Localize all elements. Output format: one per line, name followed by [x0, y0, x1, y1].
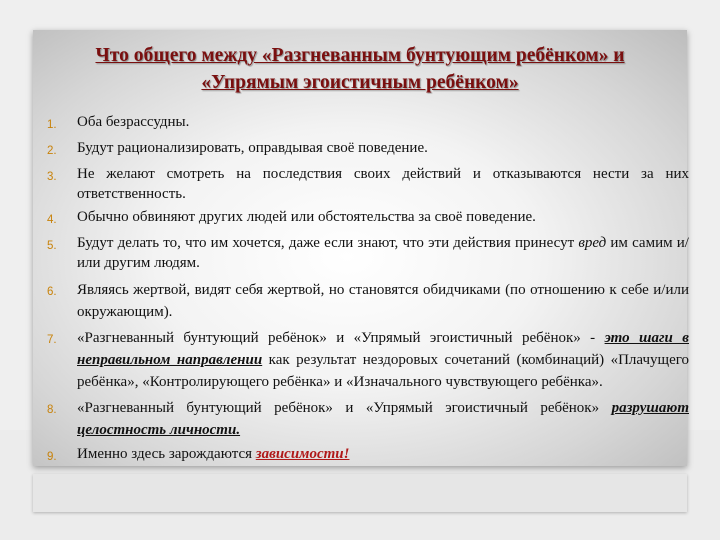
item-text	[77, 397, 689, 441]
item-number: 6.	[47, 286, 57, 298]
item-number: 9.	[47, 451, 57, 463]
title-line-2: «Упрямым эгоистичным ребёнком»	[201, 72, 519, 93]
item-text: Обычно обвиняют других людей или обстоятельства за своё поведение.	[77, 209, 536, 225]
list-item	[47, 444, 689, 467]
list-item	[47, 279, 689, 323]
item-text-part: им самим и/или другим людям.	[77, 235, 689, 271]
item-text	[77, 444, 689, 464]
list-item	[47, 138, 689, 161]
item-text-part: Именно здесь зарождаются	[77, 446, 256, 462]
item-number: 7.	[47, 334, 57, 346]
item-number: 3.	[47, 171, 57, 183]
item-text: Оба безрассудны.	[77, 114, 190, 130]
footer-panel	[33, 474, 687, 512]
item-number: 4.	[47, 214, 57, 226]
item-number: 1.	[47, 119, 57, 131]
title-line-1: Что общего между «Разгневанным бунтующим ребёнком» и	[95, 45, 625, 66]
item-number: 8.	[47, 404, 57, 416]
list-item	[47, 207, 689, 230]
points-list	[47, 112, 689, 467]
emphasis-wrong-direction: это шаги в неправильном направлении	[77, 330, 689, 368]
item-text-part: Будут делать то, что им хочется, даже если знают, что эти действия принесут	[77, 235, 579, 251]
item-text-part: «Разгневанный бунтующий ребёнок» и «Упрямый эгоистичный ребёнок»	[77, 400, 612, 416]
emphasis-addictions: зависимости!	[255, 446, 350, 462]
list-item	[47, 233, 689, 273]
item-text	[77, 327, 689, 393]
item-text: Не желают смотреть на последствия своих действий и отказываются нести за них ответственность.	[77, 166, 689, 202]
slide-title	[43, 42, 677, 96]
list-item	[47, 112, 689, 135]
item-text: Являясь жертвой, видят себя жертвой, но становятся обидчиками (по отношению к себе и/или окружающим).	[77, 282, 689, 320]
item-text-part: «Разгневанный бунтующий ребёнок» и «Упрямый эгоистичный ребёнок» -	[77, 330, 605, 346]
emphasis-destroy-integrity: разрушают целостность личности.	[77, 400, 689, 438]
list-item	[47, 164, 689, 204]
item-text	[77, 233, 689, 273]
item-number: 5.	[47, 240, 57, 252]
item-number: 2.	[47, 145, 57, 157]
item-text-part: как результат нездоровых сочетаний (комбинаций) «Плачущего ребёнка», «Контролирующего ребёнка» и «Изначального чувствующего ребёнка».	[77, 352, 690, 390]
list-item	[47, 397, 689, 441]
list-item	[47, 327, 689, 393]
emphasis-harm: вред	[578, 235, 607, 251]
item-text: Будут рационализировать, оправдывая своё поведение.	[77, 140, 428, 156]
